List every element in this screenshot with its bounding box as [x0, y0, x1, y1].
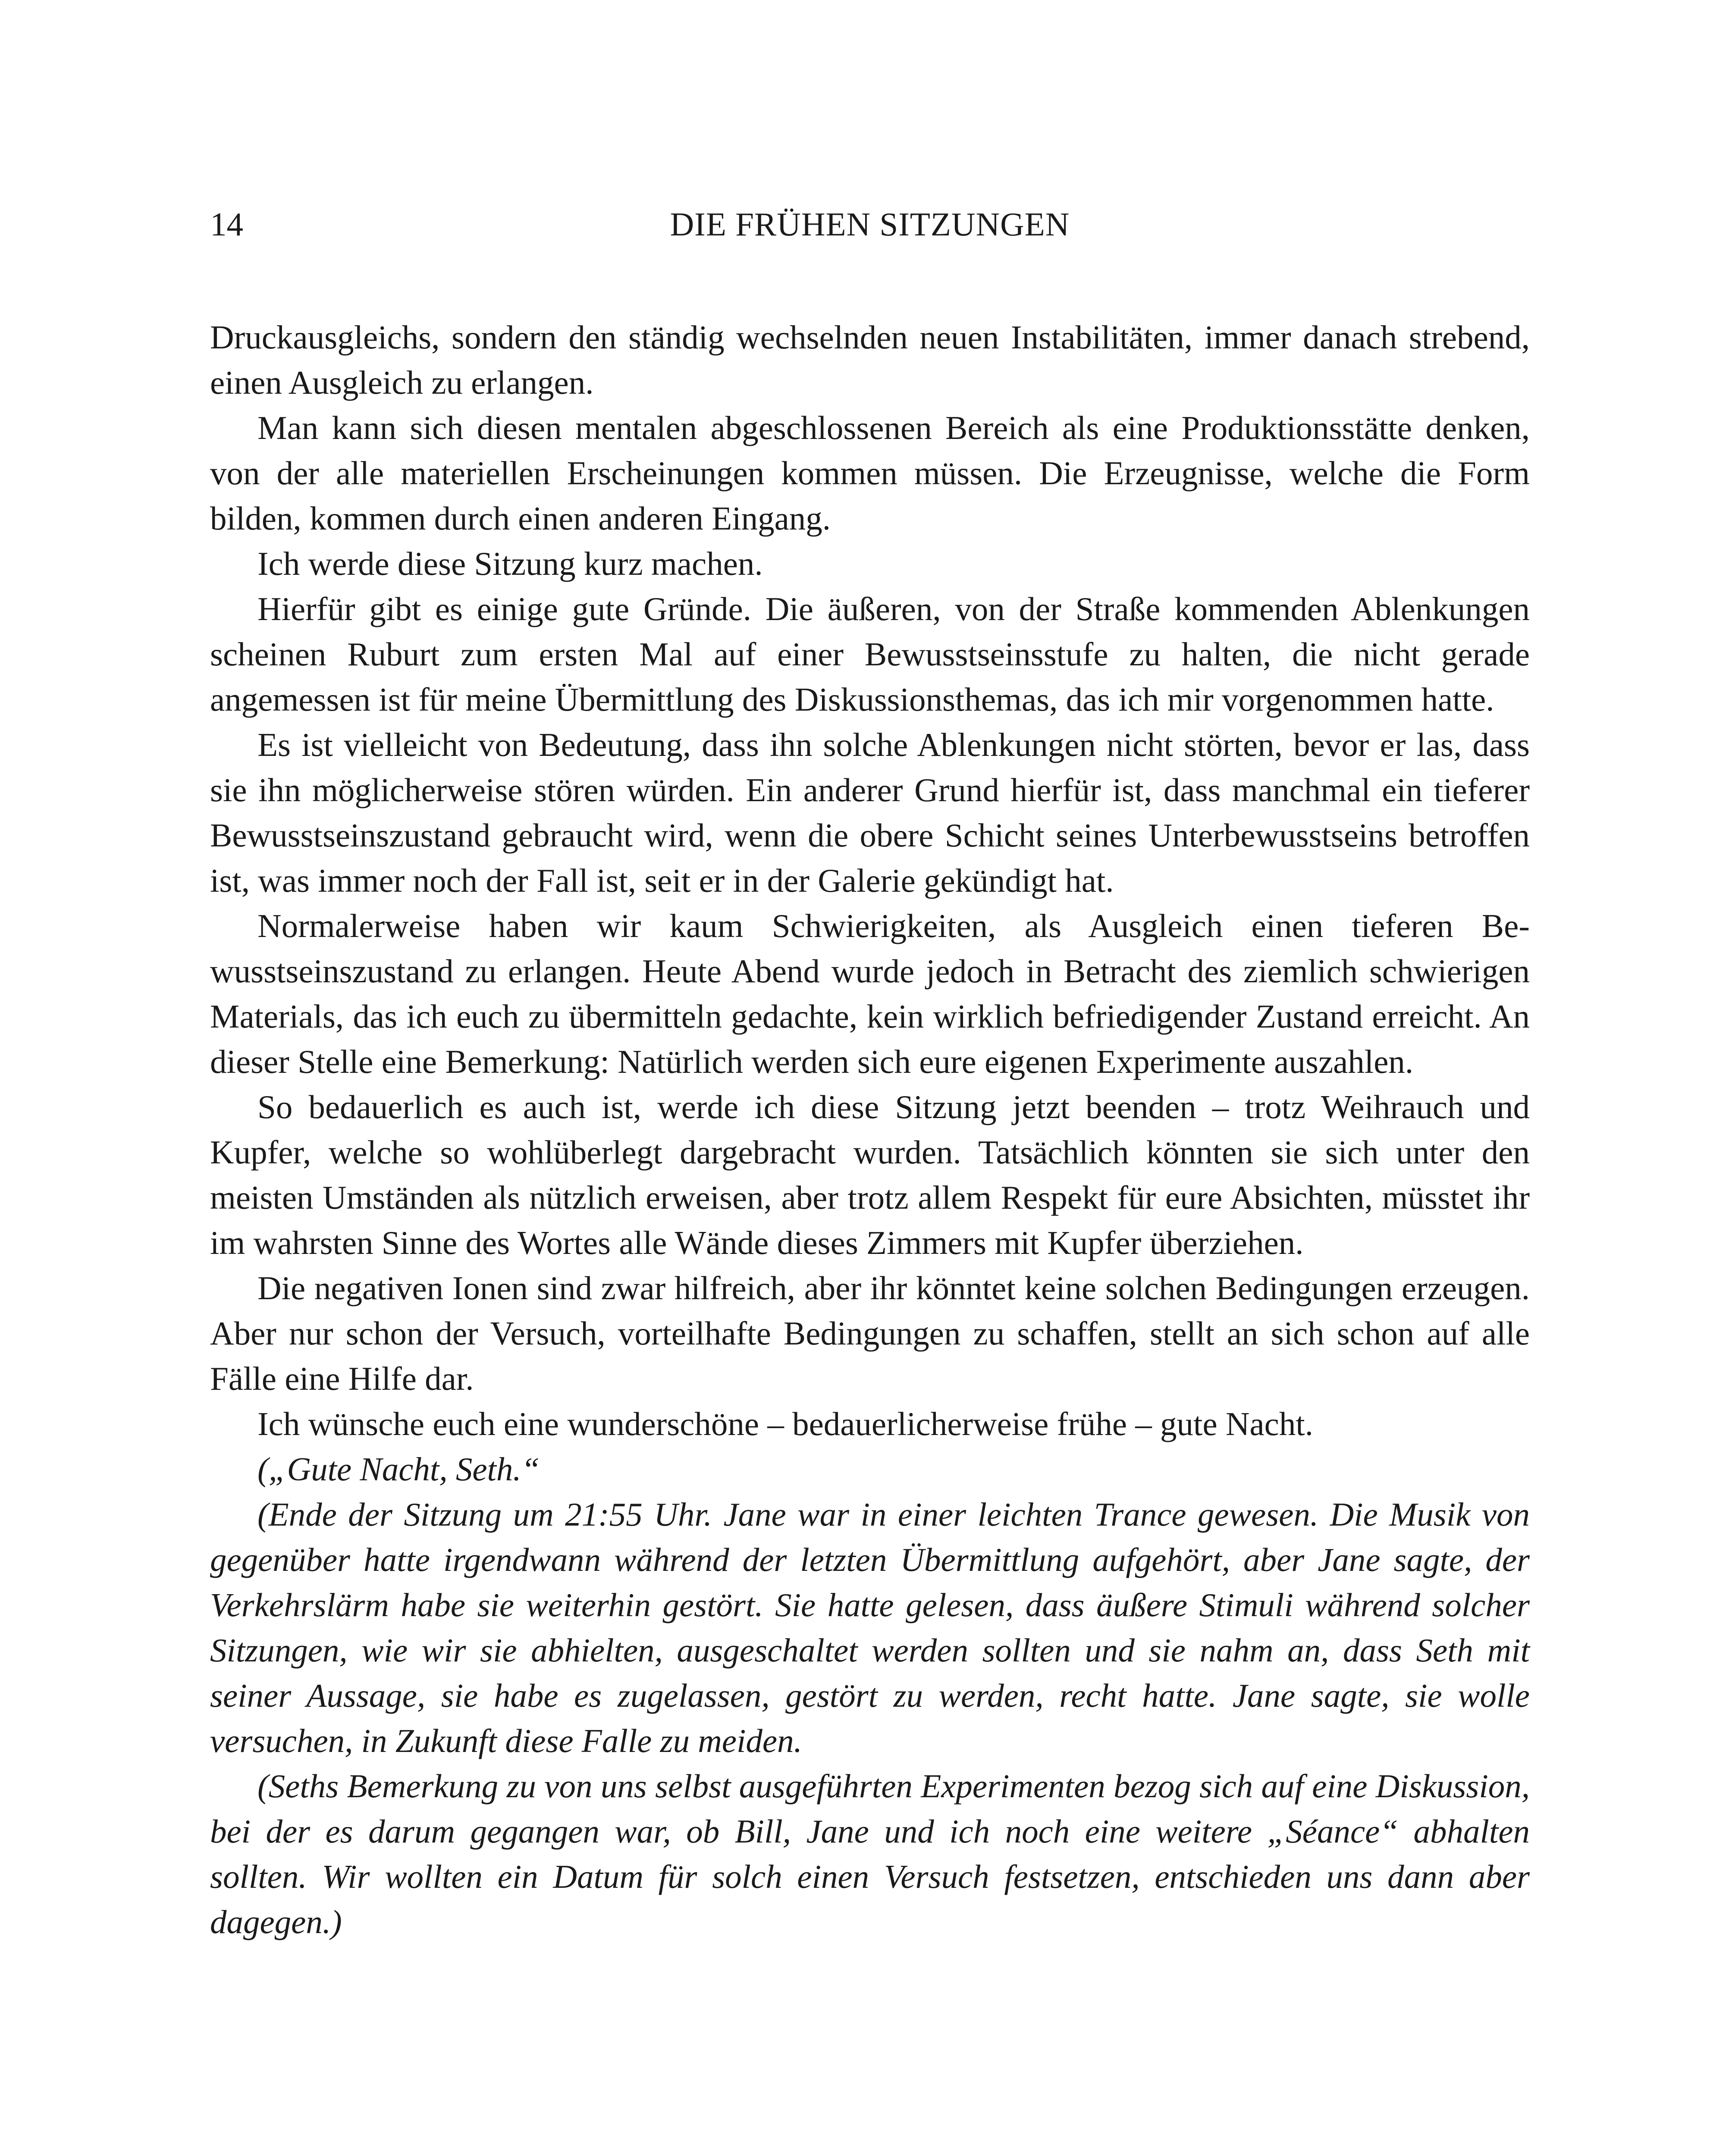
paragraph: Es ist vielleicht von Bedeutung, dass ihn solche Ablenkungen nicht störten, bevor er las, dass sie ihn möglicherweise stören würden. Ein anderer Grund hierfür ist, dass manchmal ein tieferer Bewusstseinszustand gebraucht wird, wenn die obere Schicht seines Unterbewusstseins betroffen ist, was immer noch der Fall ist, seit er in der Galerie gekündigt hat. — [210, 726, 1530, 899]
italic-paragraph: (Seths Bemerkung zu von uns selbst ausgeführten Experimenten bezog sich auf eine Diskussion, bei der es darum gegangen war, ob Bill, Jane und ich noch eine weitere „Séance“ abhalten sollten. Wir wollten ein Datum für solch einen Versuch festsetzen, entschieden uns dann aber dagegen.) — [210, 1767, 1530, 1940]
paragraph: Ich wünsche euch eine wunderschöne – bedauerlicherweise frühe – gute Nacht. — [257, 1405, 1313, 1442]
paragraph: Ich werde diese Sitzung kurz machen. — [257, 545, 763, 582]
italic-paragraph: („Gute Nacht, Seth.“ — [257, 1451, 540, 1488]
paragraph: Die negativen Ionen sind zwar hilfreich, aber ihr könntet keine solchen Bedingungen erzeugen. Aber nur schon der Versuch, vorteilhafte Bedingungen zu schaffen, stellt an sich schon auf alle Fälle eine Hilfe dar. — [210, 1269, 1530, 1397]
paragraph: Man kann sich diesen mentalen abgeschlossenen Bereich als eine Produktionsstätte denken, von der alle materiellen Erscheinungen kommen müssen. Die Erzeugnisse, welche die Form bilden, kommen durch einen anderen Eingang. — [210, 409, 1530, 537]
page-number: 14 — [210, 206, 243, 243]
paragraph: So bedauerlich es auch ist, werde ich diese Sitzung jetzt beenden – trotz Weihrauch und Kupfer, welche so wohlüberlegt dargebracht wurden. Tatsächlich könnten sie sich unter den meisten Umständen als nützlich erweisen, aber trotz allem Respekt für eure Absichten, müsstet ihr im wahrsten Sinne des Wortes alle Wände dieses Zimmers mit Kupfer überziehen. — [210, 1088, 1530, 1261]
paragraph: Druckausgleichs, sondern den ständig wechselnden neuen Instabilitäten, immer danach strebend, einen Ausgleich zu erlangen. — [210, 319, 1530, 401]
paragraph: Hierfür gibt es einige gute Gründe. Die äußeren, von der Straße kommenden Ablenkungen scheinen Ruburt zum ersten Mal auf einer Bewusstseinsstufe zu halten, die nicht gerade angemessen ist für meine Übermittlung des Diskussionsthemas, das ich mir vorgenommen hatte. — [210, 590, 1530, 718]
paragraph: Normalerweise haben wir kaum Schwierigkeiten, als Ausgleich einen tieferen Bewusstseinszustand zu erlangen. Heute Abend wurde jedoch in Betracht des ziemlich schwierigen Materials, das ich euch zu übermitteln gedachte, kein wirklich befriedigender Zustand erreicht. An dieser Stelle eine Bemerkung: Natürlich werden sich eure eigenen Experimente auszahlen. — [210, 907, 1530, 1080]
body-text — [210, 315, 1530, 1945]
running-head — [210, 203, 1530, 246]
italic-paragraph: (Ende der Sitzung um 21:55 Uhr. Jane war in einer leichten Trance gewesen. Die Musik von gegenüber hatte irgendwann während der letzten Übermittlung aufgehört, aber Jane sagte, der Verkehrslärm habe sie weiterhin gestört. Sie hatte gelesen, dass äußere Stimuli während solcher Sitzungen, wie wir sie abhielten, ausgeschaltet werden sollten und sie nahm an, dass Seth mit seiner Aussage, sie habe es zugelassen, gestört zu werden, recht hatte. Jane sagte, sie wolle versuchen, in Zukunft diese Falle zu meiden. — [210, 1496, 1530, 1759]
running-head-title: DIE FRÜHEN SITZUNGEN — [670, 206, 1070, 243]
